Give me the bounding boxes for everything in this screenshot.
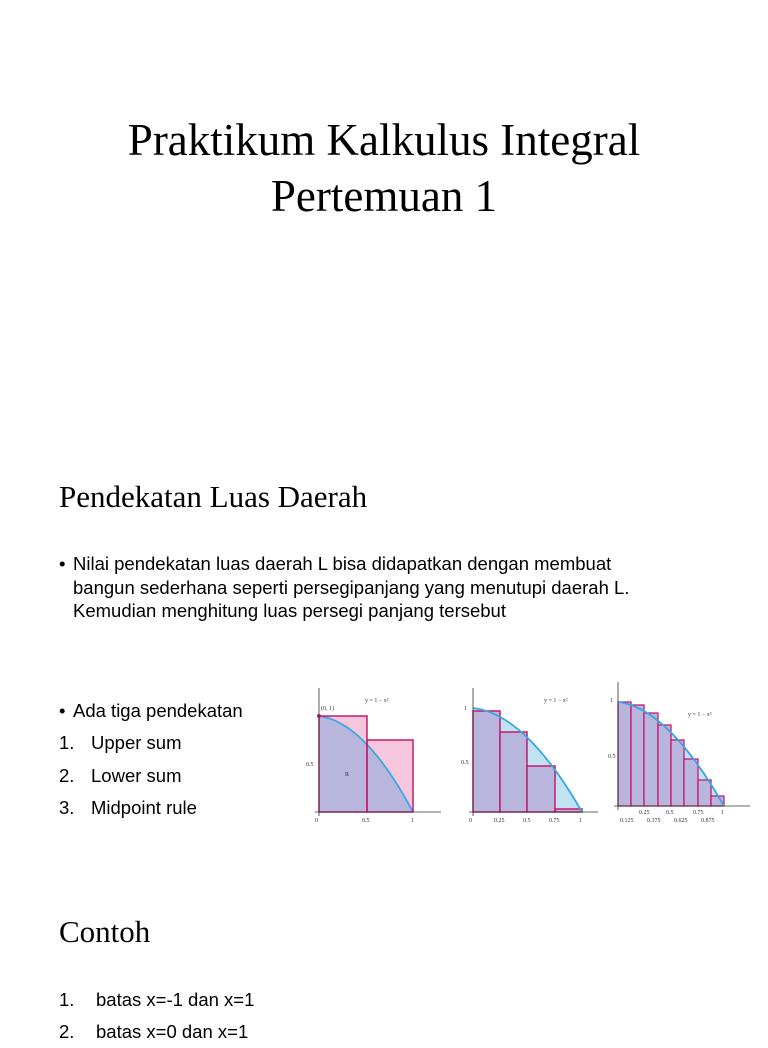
tick-x: 1: [721, 810, 724, 816]
tick-x: 0: [469, 818, 472, 824]
tick-y: 0.5: [608, 754, 616, 760]
approaches-list: [59, 695, 289, 825]
intro-line-1: Nilai pendekatan luas daerah L bisa didapatkan dengan membuat: [73, 553, 612, 574]
upper-sum-graph: [305, 680, 445, 830]
tick-x: 0.75: [693, 810, 704, 816]
title-line-1: Praktikum Kalkulus Integral: [127, 115, 641, 165]
example-list: [59, 984, 459, 1048]
tick-y: 1: [610, 698, 613, 704]
equation-label: y = 1 − x²: [688, 712, 712, 718]
rect-3: [644, 713, 658, 806]
intro-bullet: [59, 552, 719, 623]
tick-x: 0.5: [362, 818, 370, 824]
equation-label: y = 1 − x²: [365, 698, 389, 704]
region-label: R: [345, 772, 350, 778]
rect-1: [618, 702, 631, 806]
title-slide: [0, 0, 768, 440]
tick-x: 1: [579, 818, 582, 824]
point-label: (0, 1): [321, 706, 334, 712]
title-line-2: Pertemuan 1: [270, 171, 498, 221]
list-item: 2. batas x=0 dan x=1: [59, 1021, 249, 1042]
rect-3: [527, 766, 555, 812]
rect-5: [671, 740, 684, 806]
tick-y: 0.5: [461, 760, 469, 766]
tick-x: 0.625: [674, 818, 688, 824]
list-item: 2. Lower sum: [59, 764, 182, 786]
upper-sum-figure: [305, 680, 445, 830]
bullet-icon: •: [59, 553, 66, 574]
tick-x: 0.5: [523, 818, 531, 824]
tick-x: 0.75: [549, 818, 560, 824]
tick-x: 0.25: [494, 818, 505, 824]
approaches-intro: Ada tiga pendekatan: [73, 700, 243, 721]
tick-x: 0.125: [620, 818, 634, 824]
tick-y: 0.5: [306, 762, 314, 768]
midpoint-rule-figure: [608, 678, 753, 836]
tick-x: 0.25: [639, 810, 650, 816]
midpoint-rule-graph: [608, 678, 753, 836]
tick-y: 1: [464, 706, 467, 712]
tick-x: 1: [411, 818, 414, 824]
content-slide: [0, 440, 768, 1042]
slide-heading: Pendekatan Luas Daerah: [59, 479, 368, 514]
rect-2: [631, 705, 644, 806]
slide-title: [0, 112, 768, 224]
equation-label: y = 1 − x²: [544, 698, 568, 704]
rect-7: [698, 780, 711, 806]
rect-1: [473, 711, 500, 812]
intro-line-2: bangun sederhana seperti persegipanjang yang menutupi daerah L.: [73, 576, 630, 598]
slide-heading: Contoh: [59, 914, 151, 949]
rect-4: [555, 809, 582, 812]
tick-x: 0.5: [666, 810, 674, 816]
list-item: 1. batas x=-1 dan x=1: [59, 989, 255, 1010]
list-item: 3. Midpoint rule: [59, 797, 197, 819]
bullet-icon: •: [59, 700, 66, 721]
tick-x: 0.375: [647, 818, 661, 824]
tick-x: 0.875: [701, 818, 715, 824]
rect-2: [500, 732, 527, 812]
list-item: 1. Upper sum: [59, 732, 182, 754]
lower-sum-graph: [460, 682, 600, 832]
rect-6: [684, 759, 698, 806]
intro-line-3: Kemudian menghitung luas persegi panjang tersebut: [73, 600, 506, 621]
lower-sum-figure: [460, 682, 600, 832]
tick-x: 0: [315, 818, 318, 824]
rect-4: [658, 725, 671, 806]
